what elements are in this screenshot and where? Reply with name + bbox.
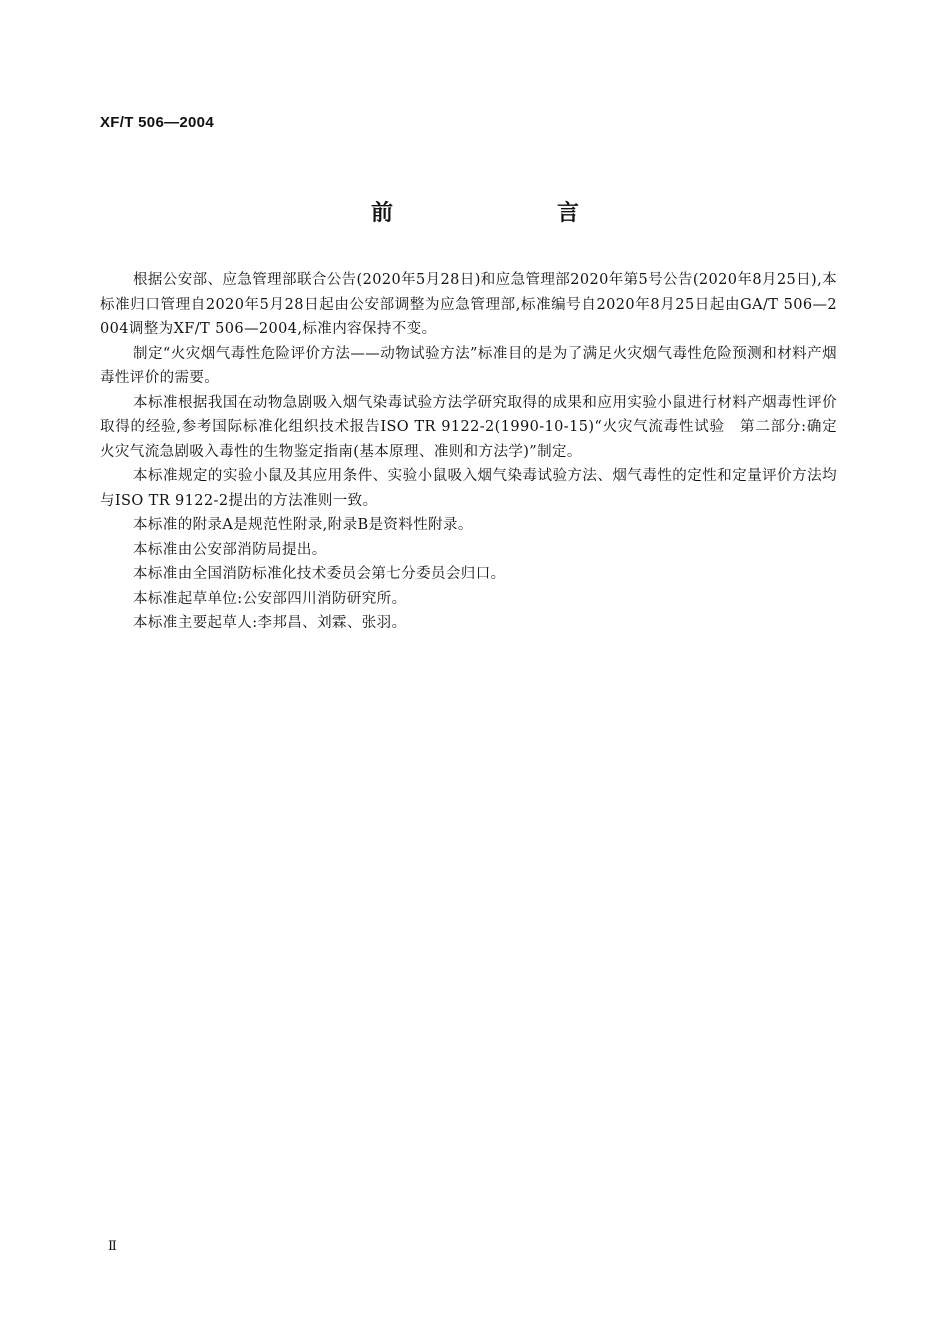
paragraph-drafting-unit: 本标准起草单位:公安部四川消防研究所。 <box>133 590 407 607</box>
standard-code: XF/T 506—2004 <box>100 114 214 131</box>
paragraph-annexes: 本标准的附录A是规范性附录,附录B是资料性附录。 <box>133 517 473 533</box>
paragraph-managed-by: 本标准由全国消防标准化技术委员会第七分委员会归口。 <box>133 566 506 582</box>
paragraph-drafters: 本标准主要起草人:李邦昌、刘霖、张羽。 <box>133 615 407 631</box>
paragraph-consistency: 本标准规定的实验小鼠及其应用条件、实验小鼠吸入烟气染毒试验方法、烟气毒性的定性和定量评价方法均与ISO TR 9122-2提出的方法准则一致。 <box>100 468 837 509</box>
page-number: Ⅱ <box>108 1239 117 1254</box>
page-title: 前 言 <box>370 201 619 226</box>
paragraph-purpose: 制定“火灾烟气毒性危险评价方法——动物试验方法”标准目的是为了满足火灾烟气毒性危险预测和材料产烟毒性评价的需要。 <box>100 345 837 386</box>
paragraph-announcement: 根据公安部、应急管理部联合公告(2020年5月28日)和应急管理部2020年第5号公告(2020年8月25日),本标准归口管理自2020年5月28日起由公安部调整为应急管理部,标准编号自2020年8月25日起由GA/T 506—2004调整为XF/T 506—2004,标准内容保持不变。 <box>100 272 837 337</box>
paragraph-basis: 本标准根据我国在动物急剧吸入烟气染毒试验方法学研究取得的成果和应用实验小鼠进行材料产烟毒性评价取得的经验,参考国际标准化组织技术报告ISO TR 9122-2(1990-10-15)“火灾气流毒性试验 第二部分:确定火灾气流急剧吸入毒性的生物鉴定指南(基本原理、准则和方法学)”制定。 <box>100 394 837 460</box>
foreword-body <box>100 268 837 636</box>
paragraph-proposed-by: 本标准由公安部消防局提出。 <box>133 541 327 558</box>
